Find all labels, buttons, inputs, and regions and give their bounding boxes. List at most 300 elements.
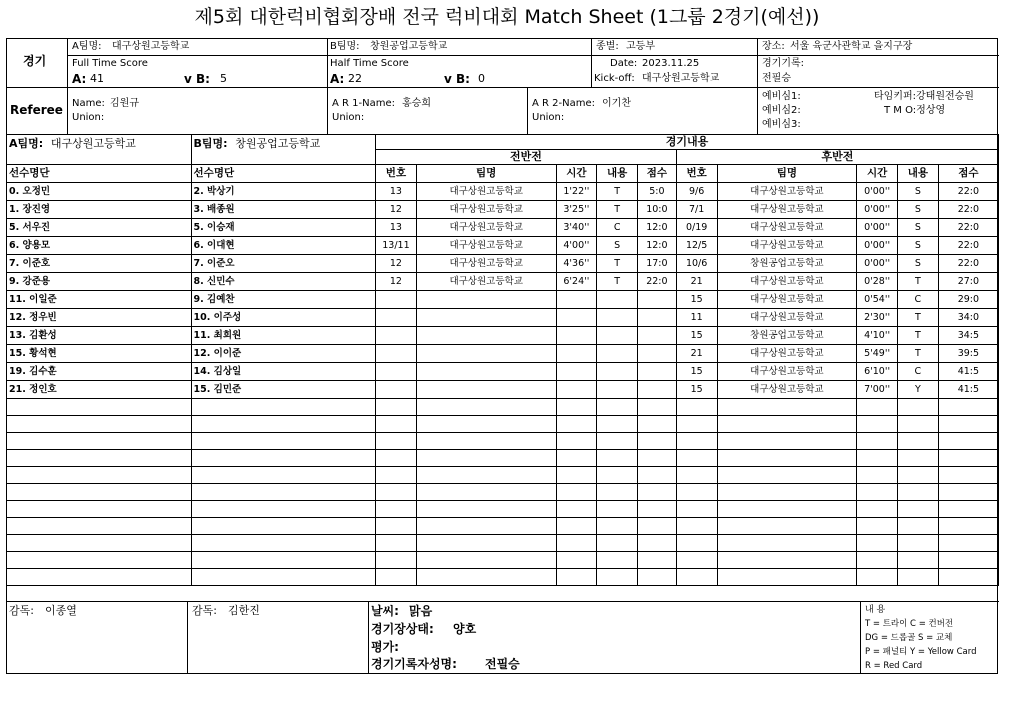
event-time <box>556 518 597 535</box>
event-no: 21 <box>676 345 717 363</box>
event-time <box>556 381 597 399</box>
event-score <box>938 501 998 518</box>
player-b: 15. 김민준 <box>191 381 376 399</box>
column-header-no: 번호 <box>376 165 417 183</box>
table-row <box>7 273 999 291</box>
event-team: 창원공업고등학교 <box>717 255 857 273</box>
referee-label: Referee <box>10 103 63 117</box>
event-team <box>717 484 857 501</box>
full-time-a: 41 <box>90 72 104 85</box>
event-no <box>376 552 417 569</box>
player-b <box>191 416 376 433</box>
player-a: 13. 김환성 <box>7 327 192 345</box>
event-type: S <box>897 183 938 201</box>
coach-b-cell: 감독: 김한진 <box>187 601 368 673</box>
event-type <box>597 552 638 569</box>
full-time-cell: Full Time Score A: 41 v B: 5 <box>67 55 327 87</box>
event-no: 13 <box>376 183 417 201</box>
player-a <box>7 552 192 569</box>
event-type <box>597 399 638 416</box>
event-time <box>857 450 898 467</box>
event-time <box>556 501 597 518</box>
roster-team-row <box>7 135 999 150</box>
event-team: 대구상원고등학교 <box>416 273 556 291</box>
event-type: C <box>597 219 638 237</box>
event-type: T <box>597 183 638 201</box>
event-time: 0'00'' <box>857 183 898 201</box>
table-row <box>7 363 999 381</box>
coach-a: 이종열 <box>45 604 77 617</box>
event-type: T <box>597 201 638 219</box>
column-header-type: 내용 <box>897 165 938 183</box>
event-score: 22:0 <box>938 255 998 273</box>
player-b: 7. 이준오 <box>191 255 376 273</box>
event-team: 대구상원고등학교 <box>416 183 556 201</box>
player-a: 19. 김수훈 <box>7 363 192 381</box>
player-a: 7. 이준호 <box>7 255 192 273</box>
player-a <box>7 535 192 552</box>
event-no: 11 <box>676 309 717 327</box>
event-team: 대구상원고등학교 <box>717 345 857 363</box>
event-team <box>416 552 556 569</box>
player-a <box>7 433 192 450</box>
event-type <box>597 518 638 535</box>
event-type <box>897 569 938 586</box>
player-a: 9. 강준용 <box>7 273 192 291</box>
event-no <box>676 535 717 552</box>
event-time <box>556 399 597 416</box>
event-score: 17:0 <box>638 255 677 273</box>
player-a: 12. 정우빈 <box>7 309 192 327</box>
event-grid <box>6 134 999 586</box>
table-row <box>7 399 999 416</box>
event-no <box>676 416 717 433</box>
event-no: 12/5 <box>676 237 717 255</box>
event-team <box>416 569 556 586</box>
player-a: 1. 장진영 <box>7 201 192 219</box>
event-type <box>597 501 638 518</box>
event-time: 2'30'' <box>857 309 898 327</box>
event-team: 대구상원고등학교 <box>717 273 857 291</box>
event-team: 대구상원고등학교 <box>416 255 556 273</box>
event-no: 0/19 <box>676 219 717 237</box>
event-time <box>556 484 597 501</box>
player-b <box>191 467 376 484</box>
event-team <box>416 381 556 399</box>
event-team <box>416 433 556 450</box>
first-half-label: 전반전 <box>376 150 677 165</box>
table-row <box>7 467 999 484</box>
player-b: 9. 김예찬 <box>191 291 376 309</box>
event-score: 41:5 <box>938 381 998 399</box>
event-type <box>597 416 638 433</box>
event-team <box>416 450 556 467</box>
event-time <box>556 309 597 327</box>
event-no <box>676 399 717 416</box>
player-a <box>7 416 192 433</box>
event-score <box>938 433 998 450</box>
record-writer: 전필승 <box>762 73 791 84</box>
event-type <box>597 291 638 309</box>
player-a <box>7 569 192 586</box>
event-score <box>638 518 677 535</box>
event-no <box>376 450 417 467</box>
event-no: 13/11 <box>376 237 417 255</box>
event-no <box>676 569 717 586</box>
roster-a-header: 선수명단 <box>7 165 192 183</box>
half-time-a: 22 <box>348 72 362 85</box>
event-time <box>556 535 597 552</box>
event-time <box>857 399 898 416</box>
match-sheet <box>6 38 998 674</box>
event-no <box>376 345 417 363</box>
event-score <box>638 535 677 552</box>
event-team: 대구상원고등학교 <box>717 363 857 381</box>
player-b: 2. 박상기 <box>191 183 376 201</box>
event-no <box>376 535 417 552</box>
event-score: 29:0 <box>938 291 998 309</box>
event-score: 5:0 <box>638 183 677 201</box>
event-time <box>857 501 898 518</box>
event-type <box>897 450 938 467</box>
event-no: 15 <box>676 291 717 309</box>
event-no: 12 <box>376 273 417 291</box>
event-team: 대구상원고등학교 <box>416 237 556 255</box>
table-row <box>7 501 999 518</box>
roster-team-a <box>7 135 192 165</box>
column-header-row <box>7 165 999 183</box>
player-a <box>7 450 192 467</box>
event-time: 3'40'' <box>556 219 597 237</box>
player-b <box>191 484 376 501</box>
event-time: 4'36'' <box>556 255 597 273</box>
event-no <box>376 416 417 433</box>
event-score: 22:0 <box>938 201 998 219</box>
conditions-cell: 날씨: 맑음 경기장상태: 양호 평가: 경기기록자성명: 전필승 <box>368 601 860 673</box>
event-score <box>638 569 677 586</box>
player-b: 6. 이대현 <box>191 237 376 255</box>
table-row <box>7 484 999 501</box>
event-type: T <box>897 327 938 345</box>
event-score: 22:0 <box>938 183 998 201</box>
event-type <box>597 345 638 363</box>
event-score <box>938 484 998 501</box>
event-type: C <box>897 291 938 309</box>
player-b <box>191 518 376 535</box>
event-type: T <box>597 273 638 291</box>
event-type <box>897 416 938 433</box>
kickoff-team: 대구상원고등학교 <box>642 73 720 84</box>
column-header-type: 내용 <box>597 165 638 183</box>
player-a <box>7 518 192 535</box>
player-a <box>7 484 192 501</box>
event-no: 12 <box>376 255 417 273</box>
event-team <box>416 309 556 327</box>
player-a <box>7 501 192 518</box>
match-cell <box>7 39 67 87</box>
table-row <box>7 309 999 327</box>
table-row <box>7 327 999 345</box>
event-no <box>376 363 417 381</box>
event-no <box>376 518 417 535</box>
event-time: 3'25'' <box>556 201 597 219</box>
column-header-time: 시간 <box>556 165 597 183</box>
event-score <box>638 467 677 484</box>
event-team: 대구상원고등학교 <box>717 219 857 237</box>
event-no <box>376 501 417 518</box>
team-b-cell: B팀명: 창원공업고등학교 <box>327 39 591 55</box>
player-b <box>191 399 376 416</box>
player-b: 14. 김상일 <box>191 363 376 381</box>
event-type: Y <box>897 381 938 399</box>
event-time: 4'00'' <box>556 237 597 255</box>
event-team <box>416 416 556 433</box>
venue: 서울 육군사관학교 을지구장 <box>790 41 913 52</box>
player-b <box>191 501 376 518</box>
event-no <box>376 433 417 450</box>
ar1-name: 홍승희 <box>402 98 431 109</box>
roster-b-header: 선수명단 <box>191 165 376 183</box>
player-a: 15. 황석현 <box>7 345 192 363</box>
reserve-cell: 예비심1: 예비심2: 예비심3: 타임키퍼:강태원전승원 T M O:정상영 <box>757 87 999 134</box>
ar1-cell: A R 1-Name: 홍승희 Union: <box>327 87 527 134</box>
event-no <box>676 433 717 450</box>
player-b: 11. 최희원 <box>191 327 376 345</box>
coach-a-cell: 감독: 이종열 <box>7 601 187 673</box>
event-no: 12 <box>376 201 417 219</box>
event-team <box>717 433 857 450</box>
event-time <box>857 569 898 586</box>
event-time <box>857 518 898 535</box>
timekeeper: 타임키퍼:강태원전승원 <box>874 91 974 102</box>
event-type <box>597 433 638 450</box>
player-b: 12. 이이준 <box>191 345 376 363</box>
event-type: S <box>597 237 638 255</box>
event-time: 0'00'' <box>857 237 898 255</box>
event-team: 대구상원고등학교 <box>717 183 857 201</box>
column-header-score: 점수 <box>638 165 677 183</box>
event-score <box>638 399 677 416</box>
event-no <box>376 291 417 309</box>
event-team: 대구상원고등학교 <box>717 381 857 399</box>
event-no <box>376 327 417 345</box>
event-type <box>597 450 638 467</box>
event-type: T <box>597 255 638 273</box>
ar2-cell: A R 2-Name: 이기찬 Union: <box>527 87 757 134</box>
event-team <box>416 345 556 363</box>
table-row <box>7 255 999 273</box>
event-time <box>857 484 898 501</box>
event-time <box>857 433 898 450</box>
event-no: 15 <box>676 327 717 345</box>
event-score <box>938 552 998 569</box>
event-score: 12:0 <box>638 219 677 237</box>
event-type: T <box>897 309 938 327</box>
player-a: 5. 서우진 <box>7 219 192 237</box>
event-score <box>638 363 677 381</box>
event-team <box>416 484 556 501</box>
event-time <box>556 416 597 433</box>
venue-cell: 장소: 서울 육군사관학교 을지구장 <box>757 39 999 55</box>
column-header-no: 번호 <box>676 165 717 183</box>
event-type: S <box>897 201 938 219</box>
player-b <box>191 450 376 467</box>
event-type: T <box>897 345 938 363</box>
event-score <box>638 484 677 501</box>
event-team <box>416 518 556 535</box>
event-score <box>638 450 677 467</box>
event-score: 41:5 <box>938 363 998 381</box>
event-time <box>857 467 898 484</box>
event-score <box>938 518 998 535</box>
referee-cell <box>7 87 67 134</box>
event-team <box>717 399 857 416</box>
event-team <box>416 467 556 484</box>
legend-title: 내 용 <box>865 605 886 615</box>
table-row <box>7 416 999 433</box>
event-team <box>416 291 556 309</box>
event-team: 대구상원고등학교 <box>717 291 857 309</box>
event-no <box>676 518 717 535</box>
event-time: 6'10'' <box>857 363 898 381</box>
event-no <box>676 467 717 484</box>
event-score: 34:0 <box>938 309 998 327</box>
event-time: 0'28'' <box>857 273 898 291</box>
event-no: 9/6 <box>676 183 717 201</box>
table-row <box>7 381 999 399</box>
event-no <box>376 381 417 399</box>
table-row <box>7 201 999 219</box>
event-type <box>597 484 638 501</box>
event-score <box>638 433 677 450</box>
event-score: 22:0 <box>938 237 998 255</box>
event-time: 0'00'' <box>857 219 898 237</box>
event-type <box>897 535 938 552</box>
event-time: 0'54'' <box>857 291 898 309</box>
event-score <box>638 345 677 363</box>
table-row <box>7 552 999 569</box>
event-type <box>597 309 638 327</box>
event-time: 5'49'' <box>857 345 898 363</box>
event-type <box>897 518 938 535</box>
event-type: C <box>897 363 938 381</box>
referee-name: 김원규 <box>110 98 139 109</box>
table-row <box>7 345 999 363</box>
event-time: 1'22'' <box>556 183 597 201</box>
event-time <box>556 450 597 467</box>
event-no: 15 <box>676 363 717 381</box>
category-cell: 종별: 고등부 <box>591 39 757 55</box>
roster-team-b-label: B팀명: <box>193 137 228 150</box>
event-score <box>938 450 998 467</box>
player-b <box>191 535 376 552</box>
event-time <box>556 363 597 381</box>
event-score: 27:0 <box>938 273 998 291</box>
player-b <box>191 552 376 569</box>
event-team <box>416 501 556 518</box>
table-row <box>7 433 999 450</box>
column-header-time: 시간 <box>857 165 898 183</box>
events-section-label: 경기내용 <box>376 135 999 150</box>
player-b: 5. 이승재 <box>191 219 376 237</box>
event-score <box>638 381 677 399</box>
event-team: 대구상원고등학교 <box>416 219 556 237</box>
table-row <box>7 219 999 237</box>
event-time <box>857 416 898 433</box>
event-time <box>857 535 898 552</box>
player-b: 3. 배종원 <box>191 201 376 219</box>
event-score: 12:0 <box>638 237 677 255</box>
event-type <box>897 467 938 484</box>
event-type <box>897 433 938 450</box>
player-b: 10. 이주성 <box>191 309 376 327</box>
event-team <box>717 552 857 569</box>
table-row <box>7 569 999 586</box>
event-no <box>376 309 417 327</box>
event-team <box>416 363 556 381</box>
event-no: 7/1 <box>676 201 717 219</box>
table-row <box>7 291 999 309</box>
event-no <box>676 450 717 467</box>
event-no: 10/6 <box>676 255 717 273</box>
column-header-team: 팀명 <box>717 165 857 183</box>
event-team <box>416 535 556 552</box>
event-no <box>376 569 417 586</box>
team-a-cell: A팀명: 대구상원고등학교 <box>67 39 327 55</box>
player-b <box>191 433 376 450</box>
event-score <box>638 327 677 345</box>
table-row <box>7 183 999 201</box>
event-team <box>717 450 857 467</box>
half-time-cell: Half Time Score A: 22 v B: 0 <box>327 55 591 87</box>
event-score <box>938 416 998 433</box>
second-half-label: 후반전 <box>676 150 998 165</box>
event-team <box>416 399 556 416</box>
event-type <box>897 501 938 518</box>
table-row <box>7 535 999 552</box>
roster-team-b <box>191 135 376 165</box>
event-score <box>938 535 998 552</box>
event-score <box>638 552 677 569</box>
page-title: 제5회 대한럭비협회장배 전국 럭비대회 Match Sheet (1그룹 2경기(예선)) <box>194 6 820 28</box>
event-time: 7'00'' <box>857 381 898 399</box>
event-time <box>556 433 597 450</box>
team-b-name: 창원공업고등학교 <box>370 41 448 52</box>
event-type: S <box>897 219 938 237</box>
event-type: T <box>897 273 938 291</box>
event-team <box>717 501 857 518</box>
event-type: S <box>897 255 938 273</box>
event-type <box>597 363 638 381</box>
event-no <box>376 484 417 501</box>
legend-cell: 내 용 T = 트라이 C = 컨버전 DG = 드롭골 S = 교체 P = 패널티 Y = Yellow Card R = Red Card <box>860 601 999 673</box>
table-row <box>7 518 999 535</box>
event-team: 창원공업고등학교 <box>717 327 857 345</box>
event-time <box>556 569 597 586</box>
player-a: 11. 이일준 <box>7 291 192 309</box>
event-type <box>897 399 938 416</box>
event-score <box>938 569 998 586</box>
event-type <box>897 484 938 501</box>
column-header-score: 점수 <box>938 165 998 183</box>
event-type <box>597 569 638 586</box>
table-row <box>7 237 999 255</box>
player-a: 0. 오정민 <box>7 183 192 201</box>
event-time <box>556 345 597 363</box>
roster-team-a-name: 대구상원고등학교 <box>50 137 136 150</box>
ar2-name: 이기찬 <box>602 98 631 109</box>
team-a-name: 대구상원고등학교 <box>112 41 190 52</box>
